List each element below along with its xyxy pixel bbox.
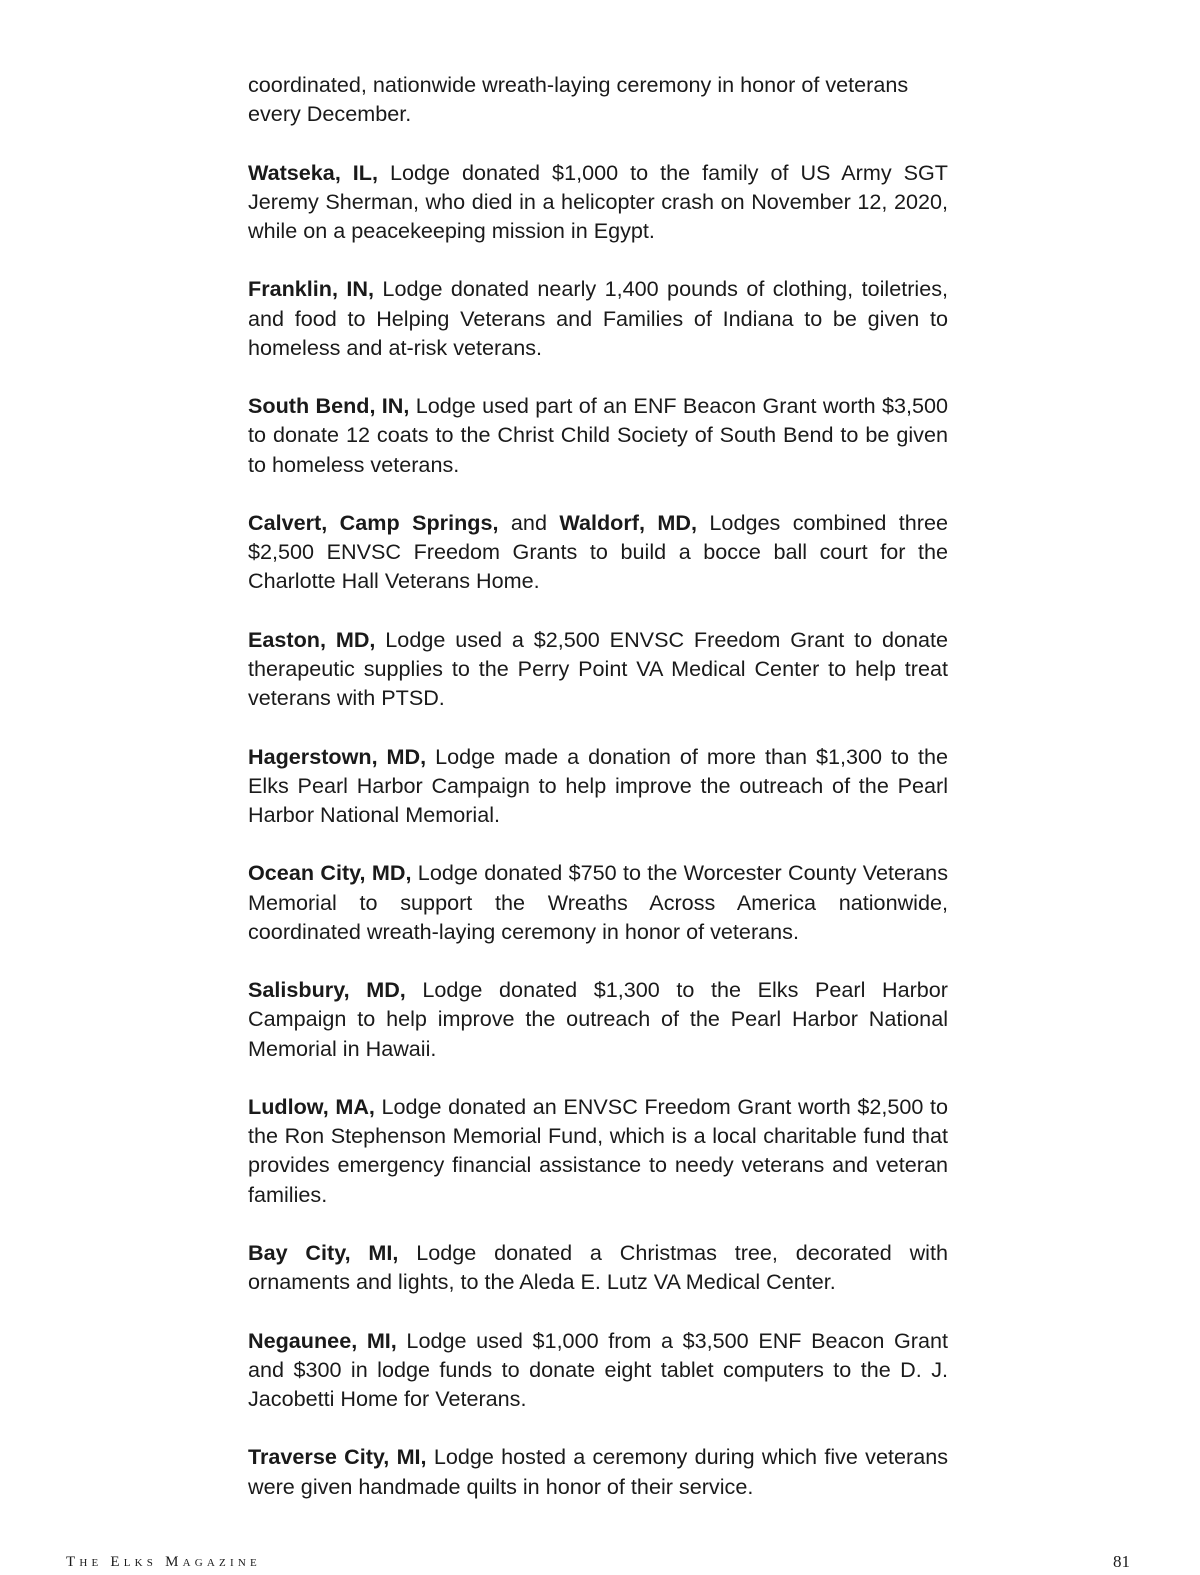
entry-text: Lodge donated nearly 1,400 pounds of clothing, toiletries, and food to Helping Veterans and Families of Indiana to be given to homeless and at-risk veterans. [248,276,948,360]
entry-easton [248,625,948,713]
entry-lead: South Bend, IN, [248,393,410,419]
entry-south-bend [248,391,948,479]
intro-paragraph [248,70,948,128]
entry-lead: Franklin, IN, [248,276,375,302]
entry-franklin [248,274,948,362]
entry-hagerstown [248,742,948,830]
entry-ocean-city [248,858,948,946]
entry-text: Lodges combined three $2,500 ENVSC Freedom Grants to build a bocce ball court for the Charlotte Hall Veterans Home. [248,509,948,594]
page-number: 81 [1113,1552,1130,1571]
entry-text: Lodge donated a Christmas tree, decorated with ornaments and lights, to the Aleda E. Lutz VA Medical Center. [248,1239,948,1295]
entry-lead: Watseka, IL, [248,159,378,185]
entry-traverse-city [248,1442,948,1500]
entry-lead: Salisbury, MD, [248,977,406,1003]
entry-text: Lodge made a donation of more than $1,300 to the Elks Pearl Harbor Campaign to help improve the outreach of the Pearl Harbor National Memorial. [248,743,948,827]
entry-text: Lodge donated $1,300 to the Elks Pearl Harbor Campaign to help improve the outreach of the Pearl Harbor National Memorial in Hawaii. [248,977,948,1061]
entry-lead: Ludlow, MA, [248,1093,375,1119]
article-column [248,70,948,1530]
entry-ludlow [248,1092,948,1209]
entry-text: Lodge donated an ENVSC Freedom Grant worth $2,500 to the Ron Stephenson Memorial Fund, which is a local charitable fund that provides emergency financial assistance to needy veterans and veteran families. [248,1093,948,1207]
entry-lead: Bay City, MI, [248,1239,399,1265]
entry-text: Lodge hosted a ceremony during which five veterans were given handmade quilts in honor of their service. [248,1444,949,1499]
entry-calvert-camp-springs-waldorf [248,508,948,596]
entry-watseka [248,158,948,246]
entry-text: Lodge donated $750 to the Worcester County Veterans Memorial to support the Wreaths Across America nationwide, coordinated wreath-laying ceremony in honor of veterans. [248,860,948,944]
entry-negaunee [248,1326,948,1414]
entry-text: Lodge donated $1,000 to the family of US Army SGT Jeremy Sherman, who died in a helicopter crash on November 12, 2020, while on a peacekeeping mission in Egypt. [248,159,948,243]
entry-lead: Easton, MD, [248,626,376,652]
entry-text: Lodge used part of an ENF Beacon Grant worth $3,500 to donate 12 coats to the Christ Child Society of South Bend to be given to homeless veterans. [248,393,948,477]
entry-salisbury [248,975,948,1063]
publication-name: The Elks Magazine [66,1554,261,1570]
entry-text: Lodge used $1,000 from a $3,500 ENF Beacon Grant and $300 in lodge funds to donate eight tablet computers to the D. J. Jacobetti Home for Veterans. [248,1327,948,1411]
entry-lead: Hagerstown, MD, [248,743,427,769]
entry-mid-text: and [498,509,560,535]
entry-lead-secondary: Waldorf, MD, [559,509,697,535]
intro-text: coordinated, nationwide wreath-laying ceremony in honor of veterans every December. [248,72,909,127]
entry-bay-city [248,1238,948,1296]
entry-lead: Calvert, Camp Springs, [248,509,499,535]
entry-lead: Negaunee, MI, [248,1327,397,1353]
entry-lead: Ocean City, MD, [248,860,412,886]
entry-text: Lodge used a $2,500 ENVSC Freedom Grant to donate therapeutic supplies to the Perry Point VA Medical Center to help treat veterans with PTSD. [248,626,948,711]
entry-lead: Traverse City, MI, [248,1444,427,1470]
